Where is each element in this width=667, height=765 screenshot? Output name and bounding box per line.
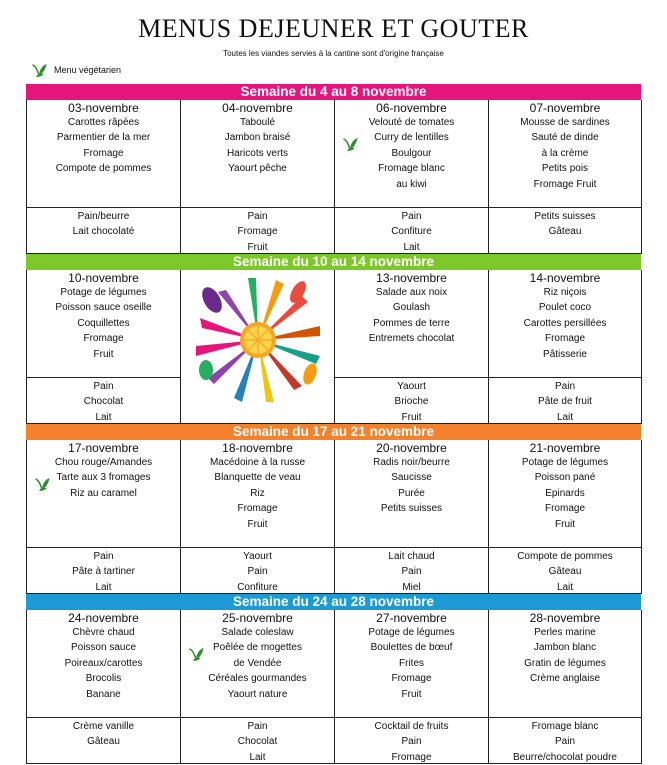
day-lunch-cell [335, 100, 489, 208]
snack-item: Pain [247, 721, 268, 732]
snack-item: Lait chocolaté [72, 226, 135, 238]
snack-item: Miel [402, 581, 421, 593]
day-lunch-cell [335, 610, 489, 718]
week-3-grid [26, 440, 641, 594]
day-lunch-cell [489, 100, 642, 208]
snack-item: Yaourt [243, 551, 272, 562]
snack-item: Pain [554, 736, 575, 748]
menu-item: Petits pois [541, 163, 589, 175]
snack-item: Lait [95, 411, 112, 423]
snack-item: Pâte de fruit [538, 396, 592, 408]
snack-item: Pain [401, 211, 422, 222]
snack-item: Lait [556, 581, 574, 593]
snack-item: Fromage blanc [531, 721, 599, 732]
week-4-grid [26, 610, 641, 764]
menu-item: Perles marine [534, 627, 596, 638]
snack-item: Confiture [237, 581, 278, 593]
snack-item: Pain [247, 566, 268, 578]
menu-item: Blanquette de veau [214, 472, 301, 484]
day-snack-cell [181, 718, 335, 764]
snack-item: Pâte à tartiner [72, 566, 135, 578]
day-lunch-cell [27, 610, 181, 718]
day-date: 27-novembre [376, 611, 447, 625]
day-date: 18-novembre [222, 441, 293, 455]
week-3-band [26, 424, 641, 440]
snack-item: Pain [401, 566, 422, 578]
menu-item: Céréales gourmandes [208, 673, 307, 685]
menu-item: Goulash [392, 302, 431, 314]
menu-item: Petits suisses [380, 503, 443, 515]
vegetarian-legend-label: Menu végétarien [54, 65, 122, 75]
menu-item: Salade coleslaw [221, 627, 294, 638]
menu-item: Banane [86, 688, 121, 700]
day-snack-cell [489, 208, 642, 254]
menu-item: Potage de légumes [521, 457, 609, 468]
day-date: 20-novembre [376, 441, 447, 455]
day-lunch-cell [335, 270, 489, 378]
snack-item: Fruit [247, 241, 268, 253]
menu-item: Yaourt nature [227, 688, 288, 700]
snack-item: Gâteau [548, 226, 582, 238]
menu-item: Purée [398, 487, 425, 499]
day-lunch-cell [489, 440, 642, 548]
day-snack-cell [27, 718, 181, 764]
snack-item: Pain [554, 381, 575, 392]
menu-table [26, 84, 641, 764]
menu-item: Carottes râpées [67, 117, 140, 128]
snack-item: Confiture [391, 226, 432, 238]
menu-item: Poisson pané [534, 472, 596, 484]
menu-item: Fruit [247, 518, 268, 530]
menu-item: Riz niçois [543, 287, 587, 298]
day-date: 07-novembre [529, 101, 601, 115]
snack-item: Yaourt [397, 381, 426, 392]
menu-item: Poulet coco [538, 302, 592, 314]
vegetarian-leaf-icon [341, 136, 359, 152]
menu-item: Riz [250, 487, 265, 499]
snack-item: Pain [93, 381, 114, 392]
menu-item: Entremets chocolat [368, 333, 455, 345]
snack-item: Lait [249, 751, 266, 763]
day-lunch-cell [335, 440, 489, 548]
week-1-grid [26, 100, 641, 254]
snack-item: Gâteau [87, 736, 120, 748]
menu-item: Carottes persillées [523, 317, 607, 329]
menu-item: au kiwi [396, 178, 427, 190]
day-snack-cell [27, 208, 181, 254]
day-snack-cell [489, 548, 642, 594]
menu-item: Yaourt pêche [228, 163, 287, 175]
vegetarian-leaf-icon [30, 62, 48, 78]
page-title: MENUS DEJEUNER ET GOUTER [138, 14, 529, 43]
menu-item: Jambon braisé [224, 132, 291, 144]
menu-item: Fromage [83, 333, 124, 345]
menu-item: Poisson sauce [70, 642, 137, 654]
menu-item: Compote de pommes [55, 163, 152, 175]
day-date: 14-novembre [529, 271, 601, 285]
menu-item: Tarte aux 3 fromages [56, 472, 151, 484]
menu-item: Poireaux/carottes [64, 657, 143, 669]
menu-item: Pâtisserie [543, 348, 587, 360]
snack-item: Chocolat [237, 736, 278, 748]
empty-snack-cell [181, 378, 335, 424]
day-snack-cell [335, 718, 489, 764]
snack-item: Pain/beurre [77, 211, 130, 222]
day-lunch-cell [27, 270, 181, 378]
page-subtitle: Toutes les viandes servies à la cantine sont d'origine française [223, 49, 444, 58]
day-lunch-cell [489, 610, 642, 718]
day-date: 04-novembre [222, 101, 293, 115]
week-2-label: Semaine du 10 au 14 novembre [232, 254, 435, 269]
day-lunch-cell [27, 440, 181, 548]
menu-item: Brocolis [85, 673, 122, 685]
menu-item: Fromage [83, 147, 124, 159]
day-date: 25-novembre [222, 611, 293, 625]
menu-item: Crème anglaise [529, 673, 601, 685]
menu-item: Epinards [545, 487, 585, 499]
day-snack-cell [27, 548, 181, 594]
menu-item: Macédoine à la russe [209, 457, 306, 468]
snack-item: Crème vanille [72, 721, 135, 732]
day-snack-cell [335, 378, 489, 424]
menu-item: Fruit [401, 688, 422, 700]
week-1-label: Semaine du 4 au 8 novembre [240, 84, 427, 99]
snack-item: Cocktail de fruits [374, 721, 449, 732]
snack-item: Fromage [391, 751, 432, 763]
menu-item: Coquillettes [77, 317, 130, 329]
day-snack-cell [335, 548, 489, 594]
menu-item: Parmentier de la mer [56, 132, 151, 144]
menu-item: Pommes de terre [373, 317, 450, 329]
day-lunch-cell [181, 440, 335, 548]
day-date: 28-novembre [529, 611, 601, 625]
snack-item: Fruit [401, 411, 422, 423]
day-lunch-cell [181, 610, 335, 718]
week-4-band [26, 594, 641, 610]
menu-item: Jambon blanc [533, 642, 597, 654]
day-snack-cell [181, 208, 335, 254]
menu-item: Taboulé [239, 117, 276, 128]
snack-item: Pain [401, 736, 422, 748]
menu-item: Fruit [555, 518, 575, 530]
day-lunch-cell [27, 100, 181, 208]
snack-item: Compote de pommes [517, 551, 613, 562]
menu-item: Potage de légumes [60, 287, 147, 298]
day-date: 24-novembre [68, 611, 139, 625]
menu-item: Gratin de légumes [524, 657, 606, 669]
snack-item: Petits suisses [534, 211, 596, 222]
menu-item: Frites [399, 657, 424, 669]
menu-item: Fromage [544, 333, 585, 345]
menu-item: Saucisse [391, 472, 432, 484]
menu-item: Mousse de sardines [520, 117, 610, 128]
menu-item: Sauté de dinde [531, 132, 599, 144]
day-lunch-cell [489, 270, 642, 378]
menu-item: Fromage [544, 503, 585, 515]
menu-item: Fromage [391, 673, 432, 685]
snack-item: Lait [556, 411, 574, 423]
day-snack-cell [181, 548, 335, 594]
menu-item: Fromage [237, 503, 278, 515]
day-snack-cell [335, 208, 489, 254]
menu-item: Fromage Fruit [533, 178, 597, 190]
menu-item: Poêlée de mogettes [213, 642, 302, 654]
snack-item: Gâteau [548, 566, 582, 578]
menu-item: Boulettes de bœuf [370, 642, 453, 654]
snack-item: Lait [95, 581, 112, 593]
week-2-grid [26, 270, 641, 424]
menu-item: Salade aux noix [375, 287, 448, 298]
menu-item: Riz au caramel [70, 487, 137, 499]
day-date: 06-novembre [376, 101, 447, 115]
menu-item: Poisson sauce oseille [55, 302, 152, 314]
snack-item: Pain [247, 211, 268, 222]
snack-item: Chocolat [83, 396, 124, 408]
menu-item: Radis noir/beurre [373, 457, 450, 468]
snack-item: Brioche [394, 396, 429, 408]
menu-item: Chèvre chaud [72, 627, 135, 638]
menu-item: Boulgour [391, 147, 432, 159]
day-date: 10-novembre [68, 271, 139, 285]
snack-item: Lait [403, 241, 420, 253]
day-date: 03-novembre [68, 101, 139, 115]
menu-item: Fruit [93, 348, 114, 360]
day-snack-cell [489, 378, 642, 424]
menu-item: Potage de légumes [368, 627, 455, 638]
menu-item: Velouté de tomates [368, 117, 455, 128]
vegetarian-leaf-icon [33, 476, 51, 492]
menu-item: à la crème [541, 147, 589, 159]
day-snack-cell [27, 378, 181, 424]
day-lunch-cell [181, 100, 335, 208]
day-date: 17-novembre [68, 441, 139, 455]
week-3-label: Semaine du 17 au 21 novembre [232, 424, 435, 439]
snack-item: Fromage [237, 226, 278, 238]
week-4-label: Semaine du 24 au 28 novembre [232, 594, 435, 609]
menu-item: Chou rouge/Amandes [54, 457, 153, 468]
snack-item: Lait chaud [388, 551, 435, 562]
menu-item: de Vendée [233, 657, 282, 669]
vegetarian-leaf-icon [187, 646, 205, 662]
week-1-band [26, 84, 641, 100]
menu-item: Fromage blanc [378, 163, 445, 175]
vegetarian-legend [30, 62, 121, 78]
snack-item: Pain [93, 551, 114, 562]
day-date: 21-novembre [529, 441, 601, 455]
menu-item: Curry de lentilles [374, 132, 449, 144]
week-2-band [26, 254, 641, 270]
day-date: 13-novembre [376, 271, 447, 285]
day-snack-cell [489, 718, 642, 764]
snack-item: Beurre/chocolat poudre [513, 751, 617, 763]
menu-item: Haricots verts [226, 147, 289, 159]
food-illustration-cell [181, 270, 335, 378]
